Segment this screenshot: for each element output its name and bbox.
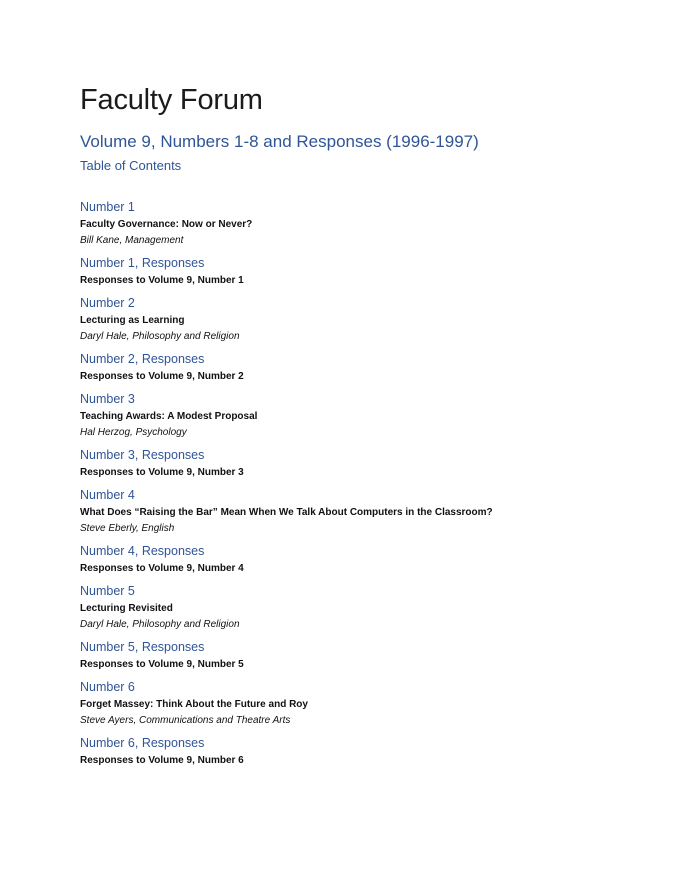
toc-entry-author: Daryl Hale, Philosophy and Religion	[80, 331, 240, 342]
toc-entry-heading-link[interactable]: Number 6	[80, 680, 135, 694]
toc-entry-author: Hal Herzog, Psychology	[80, 427, 187, 438]
toc-entry-author: Steve Ayers, Communications and Theatre Arts	[80, 715, 291, 726]
toc-entry	[80, 583, 640, 633]
toc-entry-heading-link[interactable]: Number 2, Responses	[80, 352, 205, 366]
toc-entry-heading-link[interactable]: Number 6, Responses	[80, 736, 205, 750]
toc-entry	[80, 447, 640, 481]
toc-entry	[80, 679, 640, 729]
toc-entry-article-title[interactable]: Responses to Volume 9, Number 2	[80, 371, 244, 382]
toc-entry-heading-link[interactable]: Number 4	[80, 488, 135, 502]
toc-entry-heading-link[interactable]: Number 5, Responses	[80, 640, 205, 654]
toc-entry-author: Bill Kane, Management	[80, 235, 184, 246]
toc-entry-heading-link[interactable]: Number 2	[80, 296, 135, 310]
toc-entry-article-title[interactable]: Teaching Awards: A Modest Proposal	[80, 411, 258, 422]
volume-subtitle: Volume 9, Numbers 1-8 and Responses (1996-1997)	[80, 132, 479, 151]
toc-entry	[80, 295, 640, 345]
toc-entry-heading-link[interactable]: Number 3, Responses	[80, 448, 205, 462]
toc-entry-article-title[interactable]: Responses to Volume 9, Number 4	[80, 563, 244, 574]
toc-entry	[80, 639, 640, 673]
toc-entry-article-title[interactable]: Faculty Governance: Now or Never?	[80, 219, 253, 230]
toc-entry	[80, 255, 640, 289]
toc-entry-article-title[interactable]: Responses to Volume 9, Number 3	[80, 467, 244, 478]
toc-entry	[80, 391, 640, 441]
toc-entry-article-title[interactable]: Responses to Volume 9, Number 1	[80, 275, 244, 286]
toc-entry-heading-link[interactable]: Number 5	[80, 584, 135, 598]
toc-entry	[80, 543, 640, 577]
toc-entry-heading-link[interactable]: Number 3	[80, 392, 135, 406]
toc-entry-article-title[interactable]: Responses to Volume 9, Number 6	[80, 755, 244, 766]
toc-entry-article-title[interactable]: What Does “Raising the Bar” Mean When We Talk About Computers in the Classroom?	[80, 507, 493, 518]
toc-entry	[80, 199, 640, 249]
toc-entry-author: Daryl Hale, Philosophy and Religion	[80, 619, 240, 630]
page-title: Faculty Forum	[80, 84, 263, 116]
toc-entry-heading-link[interactable]: Number 1	[80, 200, 135, 214]
toc-entry-article-title[interactable]: Responses to Volume 9, Number 5	[80, 659, 244, 670]
toc-entry	[80, 351, 640, 385]
table-of-contents-label: Table of Contents	[80, 158, 182, 173]
toc-entry-heading-link[interactable]: Number 4, Responses	[80, 544, 205, 558]
toc-entry-article-title[interactable]: Forget Massey: Think About the Future and Roy	[80, 699, 308, 710]
toc-entry-heading-link[interactable]: Number 1, Responses	[80, 256, 205, 270]
toc-entry	[80, 487, 640, 537]
toc-entries-list	[80, 199, 640, 775]
toc-entry	[80, 735, 640, 769]
toc-entry-author: Steve Eberly, English	[80, 523, 175, 534]
toc-entry-article-title[interactable]: Lecturing as Learning	[80, 315, 185, 326]
toc-entry-article-title[interactable]: Lecturing Revisited	[80, 603, 173, 614]
